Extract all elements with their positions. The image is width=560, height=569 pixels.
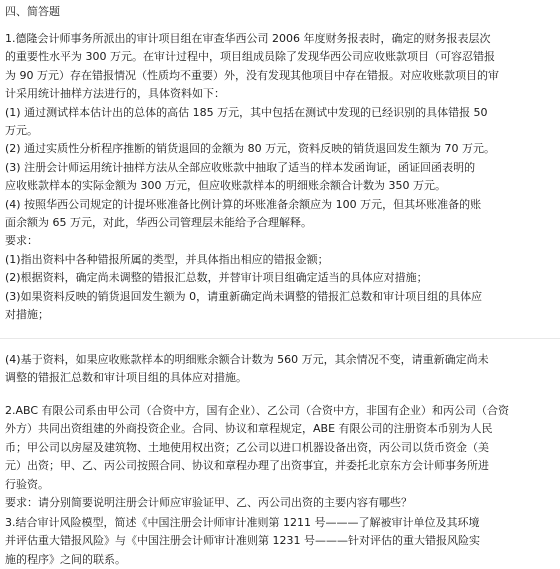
question-1-line: 面余额为 65 万元，对此，华西公司管理层未能给予合理解释。 [5,216,312,230]
question-2 [5,402,553,512]
section-title: 四、简答题 [5,5,60,18]
question-2-line: 2.ABC 有限公司系由甲公司（合资中方，国有企业）、乙公司（合资中方，非国有企业）和丙公司（合资 [5,404,510,417]
question-1-line: (2) 通过实质性分析程序推断的销货退回的金额为 80 万元，资料反映的销货退回发生额为 70 万元。 [5,142,496,156]
question-1-line: 调整的错报汇总数和审计项目组的具体应对措施。 [5,371,247,385]
divider [0,338,560,339]
question-3-line: 并评估重大错报风险》与《中国注册会计师审计准则第 1231 号———针对评估的重大错报风险实 [5,534,480,548]
question-1-line: 为 90 万元）存在错报情况（性质均不重要）外，没有发现其他项目中存在错报。对应收账款项目的审 [5,68,499,82]
question-1-line: (4) 按照华西公司规定的计提坏账准备比例计算的坏账准备余额应为 100 万元，但其坏账准备的账 [5,197,482,211]
question-1-line: 万元。 [5,124,38,138]
question-1-line: 的重要性水平为 300 万元。在审计过程中，项目组成员除了发现华西公司应收账款项目（可容忍错报 [5,50,495,64]
question-1-line: (3)如果资料反映的销货退回发生额为 0，请重新确定尚未调整的错报汇总数和审计项目组的具体应 [5,289,483,303]
question-1-line: (2)根据资料，确定尚未调整的错报汇总数，并替审计项目组确定适当的具体应对措施； [5,271,428,285]
question-1 [5,30,553,325]
question-3-line: 施的程序》之间的联系。 [5,552,126,566]
question-3 [5,514,553,569]
question-1-line: 对措施； [5,308,49,322]
question-2-line: 元）出资；甲、乙、丙公司按照合同、协议和章程办理了出资事宜，并委托北京东方会计师事务所进 [5,459,489,473]
question-1-line: 应收账款样本的实际金额为 300 万元，但应收账款样本的明细账余额合计数为 350 万元。 [5,179,446,193]
question-2-line: 要求：请分别简要说明注册会计师应审验证甲、乙、丙公司出资的主要内容有哪些？ [5,496,412,510]
question-2-line: 币；甲公司以房屋及建筑物、土地使用权出资；乙公司以进口机器设备出资，丙公司以货币资金（美 [5,440,489,454]
question-1-extra [5,351,553,388]
question-1-line: (3) 注册会计师运用统计抽样方法从全部应收账款中抽取了适当的样本发函询证，函证回函表明的 [5,160,476,174]
question-1-line: 计采用统计抽样方法进行的，具体资料如下： [5,87,225,101]
question-1-line: 1.德隆会计师事务所派出的审计项目组在审查华西公司 2006 年度财务报表时，确定的财务报表层次 [5,32,491,45]
question-1-line: (4)基于资料，如果应收账款样本的明细账余额合计数为 560 万元，其余情况不变，请重新确定尚未 [5,353,489,366]
question-2-line: 外方）共同出资组建的外商投资企业。合同、协议和章程规定，ABE 有限公司的注册资本币别为人民 [5,422,493,436]
question-1-line: (1)指出资料中各种错报所属的类型，并具体指出相应的错报金额； [5,252,329,266]
question-2-line: 行验资。 [5,477,49,491]
question-1-line: (1) 通过测试样本估计出的总体的高估 185 万元，其中包括在测试中发现的已经识别的具体错报 50 [5,105,488,119]
question-3-line: 3.结合审计风险模型，简述《中国注册会计师审计准则第 1211 号———了解被审计单位及其环境 [5,516,480,529]
question-1-line: 要求： [5,234,38,248]
